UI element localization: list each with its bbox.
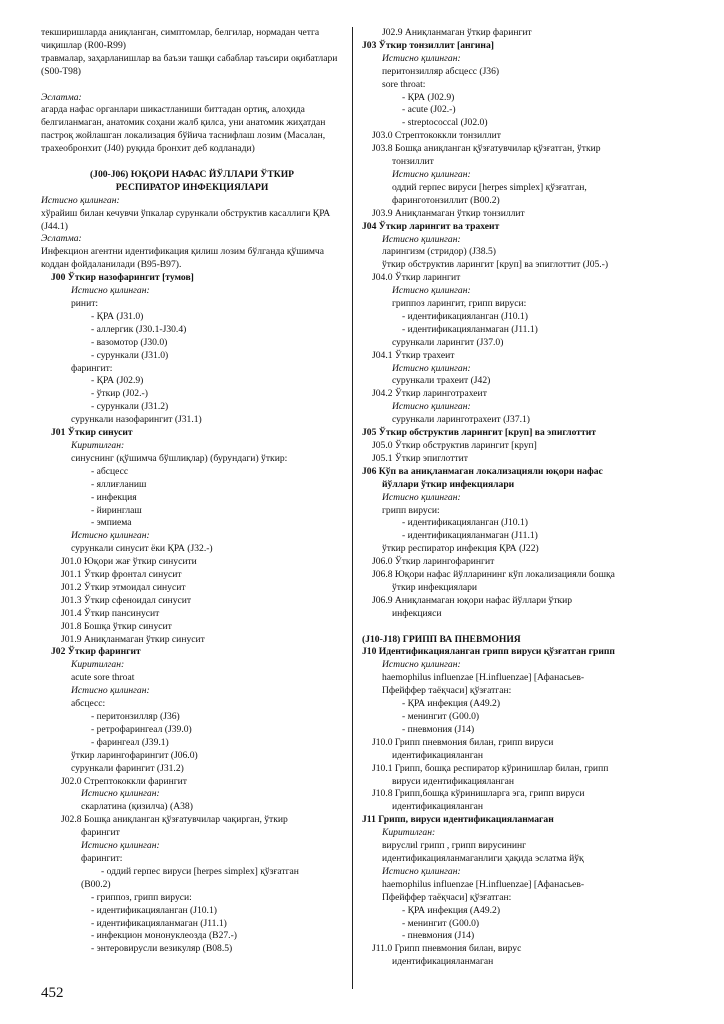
- text-line: J06.9 Аниқланмаган юқори нафас йўллари ўткир: [372, 594, 573, 606]
- note-label: Истисно қилинган:: [81, 788, 160, 800]
- text-line: текширишларда аниқланган, симптомлар, белгилар, нормадан четга чиқишлар (R00-R99): [41, 27, 320, 51]
- text-line: - пневмония (J14): [402, 723, 475, 735]
- text-line: - сурункали (J31.2): [91, 401, 169, 413]
- note-label: Истисно қилинган:: [382, 659, 461, 671]
- text-line: J05.1 Ўткир эпиглоттит: [372, 452, 468, 464]
- text-line: - гриппоз, грипп вируси:: [91, 891, 192, 903]
- text-line: сурункали синусит ёки ҚРА (J32.-): [71, 543, 213, 555]
- text-line: J04.0 Ўткир ларингит: [372, 272, 461, 284]
- text-line: ринит:: [71, 298, 99, 309]
- text-line: - перитонзилляр (J36): [91, 711, 180, 722]
- text-line: - аллергик (J30.1-J30.4): [91, 323, 187, 335]
- note-label: Истисно қилинган:: [382, 233, 461, 245]
- section-heading: J10 Идентификацияланган грипп вируси қўзғатган грипп: [362, 646, 615, 658]
- section-heading: J04 Ўткир ларингит ва трахеит: [362, 220, 500, 232]
- text-line: haemophilus influenzae [H.influenzae] [Афанасьев-: [382, 878, 585, 890]
- text-line: - оддий герпес вируси [herpes simplex] қўзғатган: [101, 865, 299, 877]
- text-line: - streptococcal (J02.0): [402, 117, 488, 129]
- text-line: [41, 156, 343, 169]
- note-label: Киритилган:: [71, 659, 125, 671]
- note-label: Истисно қилинган:: [392, 362, 471, 374]
- section-heading: J11 Грипп, вируси идентификацияланмаган: [362, 814, 554, 826]
- right-column: [362, 27, 674, 969]
- text-line: J01.4 Ўткир пансинусит: [61, 607, 160, 619]
- text-line: сурункали фарингит (J31.2): [71, 762, 184, 774]
- text-line: - ўткир (J02.-): [91, 388, 148, 400]
- section-heading: йўллари ўткир инфекциялари: [382, 478, 515, 490]
- column-divider: [352, 27, 353, 989]
- note-label: Истисно қилинган:: [81, 840, 160, 852]
- text-line: ўткир инфекциялари: [392, 581, 478, 593]
- text-line: - энтеровирусли везикуляр (B08.5): [91, 943, 233, 955]
- note-label: Истисно қилинган:: [382, 491, 461, 503]
- text-line: синуснинг (қўшимча бўшлиқлар) (бурундаги) ўткир:: [71, 452, 288, 464]
- text-line: - эмпиема: [91, 517, 132, 529]
- text-line: - ҚРА инфекция (A49.2): [402, 698, 501, 710]
- text-line: - идентификацияланмаган (J11.1): [402, 530, 538, 542]
- text-line: - ҚРА (J02.9): [91, 375, 144, 387]
- text-line: фарингит:: [81, 852, 123, 864]
- text-line: Пфейффер таёқчаси] қўзғатган:: [382, 891, 512, 903]
- text-line: - идентификацияланган (J10.1): [402, 310, 528, 322]
- text-line: идентификацияланмаган: [392, 956, 494, 968]
- text-line: агарда нафас органлари шикастланиши биттадан ортиқ, алоҳида белгиланмаган, анатомик соҳани жалб қилса, уни анатомик жиҳатдан пастроқ жойлашган локализация бўйича таснифлаш лозим (Масалан, трахеобронхит (J40) руқида бронхит деб кодланади): [41, 104, 326, 155]
- text-line: хўрайиш билан кечувчи ўпкалар сурункали обструктив касаллиги ҚРА (J44.1): [41, 207, 331, 232]
- text-line: - яллиғланиш: [91, 478, 147, 490]
- text-line: J10.8 Грипп,бошқа кўринишларга эга, грипп вируси: [372, 788, 585, 800]
- text-line: сурункали назофарингит (J31.1): [71, 414, 202, 426]
- text-line: J03.9 Аниқланмаган ўткир тонзиллит: [372, 207, 525, 219]
- text-line: J10.0 Грипп пневмония билан, грипп вируси: [372, 736, 554, 748]
- text-line: - йиринглаш: [91, 504, 142, 516]
- text-line: J11.0 Грипп пневмония билан, вирус: [372, 943, 522, 955]
- text-line: J01.2 Ўткир этмоидал синусит: [61, 581, 186, 593]
- note-label: Истисно қилинган:: [41, 194, 120, 206]
- section-heading: J06 Кўп ва аниқланмаган локализацияли юқори нафас: [362, 465, 603, 477]
- text-line: J01.8 Бошқа ўткир синусит: [61, 620, 172, 632]
- text-line: J01.1 Ўткир фронтал синусит: [61, 569, 182, 581]
- text-line: - сурункали (J31.0): [91, 349, 169, 361]
- text-line: абсцесс:: [71, 698, 106, 710]
- text-line: sore throat:: [382, 78, 426, 90]
- text-line: травмалар, заҳарланишлар ва баъзи ташқи сабаблар таъсири оқибатлари (S00-T98): [41, 52, 338, 77]
- note-label: Эслатма:: [41, 233, 82, 245]
- text-line: - ҚРА (J31.0): [91, 310, 144, 322]
- text-line: вируслиl грипп , грипп вирусининг: [382, 840, 527, 852]
- text-line: J04.2 Ўткир ларинготрахеит: [372, 388, 487, 400]
- text-line: инфекцияси: [392, 607, 442, 619]
- text-line: - абсцесс: [91, 465, 129, 477]
- section-heading: J02 Ўткир фарингит: [51, 646, 141, 658]
- note-label: Истисно қилинган:: [71, 285, 150, 297]
- page-number: 452: [41, 985, 64, 1001]
- text-line: J02.9 Аниқланмаган ўткир фарингит: [382, 27, 532, 38]
- section-heading: J01 Ўткир синусит: [51, 427, 133, 439]
- note-label: Истисно қилинган:: [392, 168, 471, 180]
- text-line: гриппоз ларингит, грипп вируси:: [392, 298, 527, 310]
- text-line: - вазомотор (J30.0): [91, 336, 168, 348]
- text-line: ларингизм (стридор) (J38.5): [382, 246, 496, 258]
- text-line: (B00.2): [81, 878, 111, 890]
- note-label: Истисно қилинган:: [382, 52, 461, 64]
- note-label: Киритилган:: [71, 439, 125, 451]
- text-line: фаринготонзиллит (B00.2): [392, 194, 500, 206]
- note-label: Киритилган:: [382, 827, 436, 839]
- text-line: J04.1 Ўткир трахеит: [372, 349, 455, 361]
- text-line: вируси идентификацияланган: [392, 775, 514, 787]
- note-label: Эслатма:: [41, 91, 82, 103]
- note-label: Истисно қилинган:: [392, 401, 471, 413]
- text-line: [41, 79, 343, 92]
- note-label: Истисно қилинган:: [382, 865, 461, 877]
- left-column: [41, 27, 343, 956]
- text-line: - ҚРА (J02.9): [402, 91, 455, 103]
- text-line: J06.0 Ўткир ларингофарингит: [372, 556, 495, 568]
- text-line: - ретрофарингеал (J39.0): [91, 723, 192, 735]
- text-line: идентификацияланган: [392, 801, 484, 813]
- text-line: J02.0 Стрептококкли фарингит: [61, 775, 187, 787]
- text-line: сурункали ларингит (J37.0): [392, 336, 504, 348]
- text-line: оддий герпес вируси [herpes simplex] қўзғатган,: [392, 181, 587, 193]
- text-line: acute sore throat: [71, 672, 135, 684]
- text-line: фарингит: [81, 827, 120, 839]
- text-line: J02.8 Бошқа аниқланган қўзғатувчилар чақирган, ўткир: [61, 814, 288, 826]
- section-heading: J05 Ўткир обструктив ларингит [круп] ва эпиглоттит: [362, 427, 596, 439]
- section-heading: (J10-J18) ГРИПП ВА ПНЕВМОНИЯ: [362, 633, 521, 645]
- text-line: - идентификацияланган (J10.1): [402, 517, 528, 529]
- note-label: Истисно қилинган:: [392, 285, 471, 297]
- text-line: - инфекцион мононуклеозда (B27.-): [91, 930, 237, 942]
- section-heading: J03 Ўткир тонзиллит [ангина]: [362, 39, 494, 51]
- section-heading: J00 Ўткир назофарингит [тумов]: [51, 272, 194, 284]
- text-line: - идентификацияланмаган (J11.1): [402, 323, 538, 335]
- text-line: - ҚРА инфекция (A49.2): [402, 904, 501, 916]
- section-heading: (J00-J06) ЮҚОРИ НАФАС ЙЎЛЛАРИ ЎТКИР: [89, 168, 295, 180]
- text-line: J10.1 Грипп, бошқа респиратор кўринишлар билан, грипп: [372, 762, 609, 774]
- text-line: - фарингеал (J39.1): [91, 736, 169, 748]
- text-line: J01.9 Аниқланмаган ўткир синусит: [61, 633, 205, 645]
- note-label: Истисно қилинган:: [71, 530, 150, 542]
- text-line: J06.8 Юқори нафас йўлларининг кўп локализацияли бошқа: [372, 569, 615, 581]
- section-heading: РЕСПИРАТОР ИНФЕКЦИЯЛАРИ: [115, 181, 269, 193]
- text-line: идентификацияланган: [392, 749, 484, 761]
- note-label: Истисно қилинган:: [71, 685, 150, 697]
- text-line: ўткир ларингофарингит (J06.0): [71, 749, 198, 761]
- text-line: ўткир респиратор инфекция ҚРА (J22): [382, 543, 539, 555]
- text-line: J01.0 Юқори жағ ўткир синусити: [61, 556, 197, 568]
- text-line: - инфекция: [91, 491, 137, 503]
- text-line: J03.8 Бошқа аниқланган қўзғатувчилар қўзғатган, ўткир: [372, 143, 601, 155]
- text-line: Инфекцион агентни идентификация қилиш лозим бўлганда қўшимча коддан фойдаланилади (B95-B97).: [41, 246, 324, 271]
- text-line: J05.0 Ўткир обструктив ларингит [круп]: [372, 440, 537, 451]
- text-line: скарлатина (қизилча) (A38): [81, 801, 193, 813]
- text-line: - идентификацияланмаган (J11.1): [91, 917, 227, 929]
- text-line: фарингит:: [71, 362, 113, 374]
- text-line: сурункали трахеит (J42): [392, 375, 491, 387]
- text-line: J03.0 Стрептококкли тонзиллит: [372, 130, 501, 142]
- text-line: - acute (J02.-): [402, 104, 456, 116]
- text-line: haemophilus influenzae [H.influenzae] [Афанасьев-: [382, 672, 585, 684]
- text-line: - менингит (G00.0): [402, 917, 480, 929]
- text-line: [362, 621, 674, 634]
- text-line: тонзиллит: [392, 156, 434, 168]
- text-line: - идентификацияланган (J10.1): [91, 904, 217, 916]
- text-line: сурункали ларинготрахеит (J37.1): [392, 414, 531, 426]
- text-line: - менингит (G00.0): [402, 711, 480, 723]
- text-line: грипп вируси:: [382, 504, 440, 516]
- text-line: - пневмония (J14): [402, 930, 475, 942]
- text-line: Пфейффер таёқчаси] қўзғатган:: [382, 685, 512, 697]
- text-line: J01.3 Ўткир сфеноидал синусит: [61, 594, 192, 606]
- text-line: ўткир обструктив ларингит [круп] ва эпиглоттит (J05.-): [382, 259, 609, 271]
- text-line: идентификацияланмаганлиги ҳақида эслатма йўқ: [382, 852, 584, 864]
- text-line: перитонзилляр абсцесс (J36): [382, 65, 500, 77]
